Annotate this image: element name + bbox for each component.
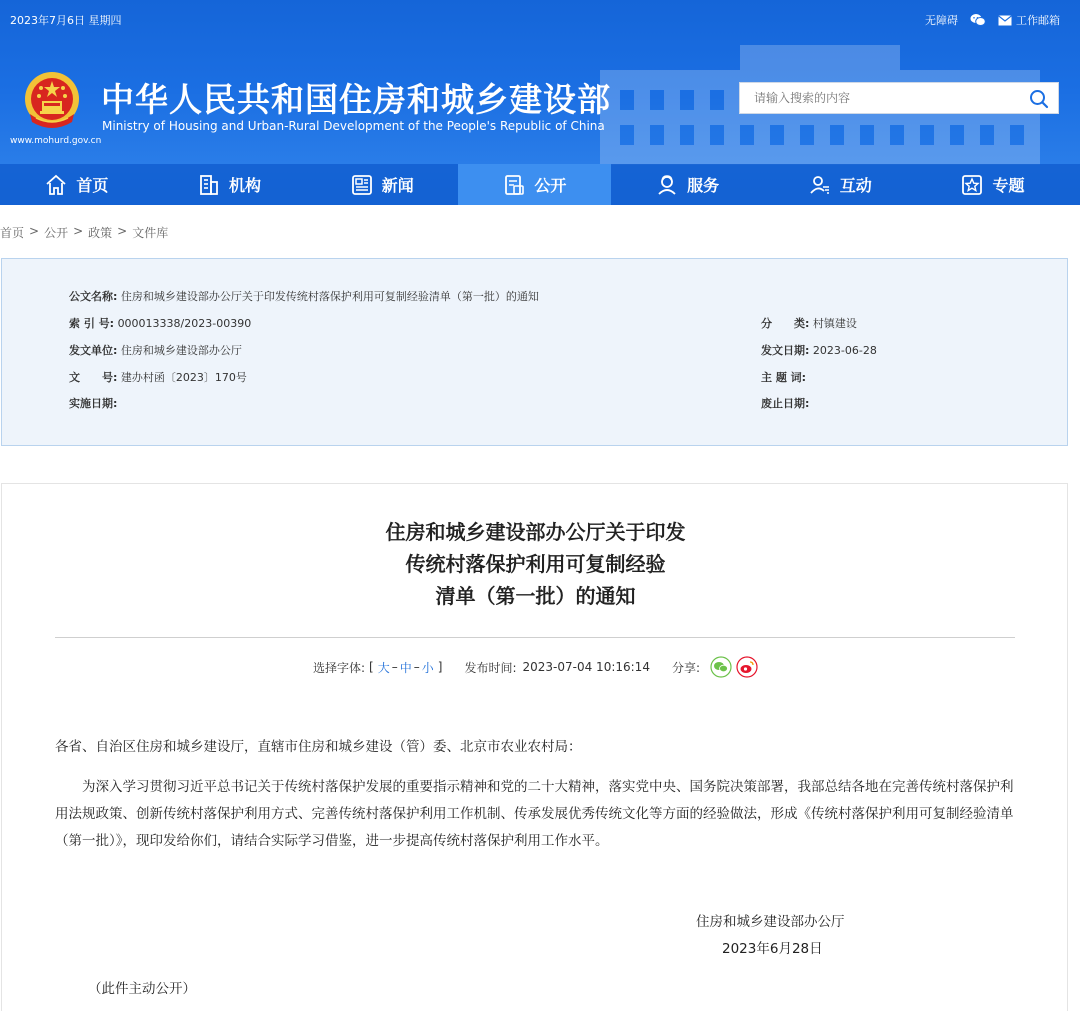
meta-docno: [69, 369, 247, 385]
share-label: 分享:: [671, 660, 700, 675]
meta-docno-value: 建办村函〔2023〕170号: [120, 371, 247, 384]
meta-doc-name: [69, 288, 539, 304]
meta-expiry: [761, 395, 809, 411]
search-icon[interactable]: [1028, 88, 1050, 110]
mail-icon: [998, 15, 1012, 26]
meta-keywords: [761, 369, 806, 385]
meta-issuer-value: 住房和城乡建设部办公厅: [120, 344, 242, 357]
nav-item-label: 服务: [687, 176, 720, 195]
document-metadata-panel: [1, 258, 1068, 446]
nav-item-label: 机构: [229, 176, 262, 195]
meta-doc-name-label: 公文名称:: [69, 290, 118, 303]
article-body-paragraph: 为深入学习贯彻习近平总书记关于传统村落保护发展的重要指示精神和党的二十大精神，落实党中央、国务院决策部署，我部总结各地在完善传统村落保护利用法规政策、创新传统村落保护利用方式、完善传统村落保护利用工作机制、传承发展优秀传统文化等方面的经验做法，形成《传统村落保护利用可复制经验清单（第一批）》，现印发给你们，请结合实际学习借鉴，进一步提高传统村落保护利用工作水平。: [55, 779, 1014, 849]
article-title-line-1: 住房和城乡建设部办公厅关于印发: [385, 520, 686, 544]
article: [1, 483, 1068, 1011]
document-icon: [502, 173, 526, 197]
site-title[interactable]: 中华人民共和国住房和城乡建设部: [101, 80, 611, 119]
site-header: [0, 0, 1080, 205]
building-icon: [197, 173, 221, 197]
meta-category-label: 分 类:: [761, 317, 810, 330]
nav-item-label: 专题: [992, 176, 1025, 195]
breadcrumb: 首页 > 公开 > 政策 > 文件库: [0, 224, 169, 240]
meta-index: [69, 315, 251, 331]
nav-item-label: 公开: [534, 176, 567, 195]
article-title-line-2: 传统村落保护利用可复制经验: [405, 552, 666, 576]
accessibility-label: 无障碍: [925, 14, 958, 27]
search-box: [739, 82, 1059, 114]
wechat-link[interactable]: [970, 13, 986, 27]
font-size-large[interactable]: 大: [377, 660, 390, 675]
meta-issuer: [69, 342, 242, 358]
meta-issue-date-value: 2023-06-28: [812, 344, 877, 357]
main-nav: [0, 164, 1080, 205]
meta-issuer-label: 发文单位:: [69, 344, 118, 357]
work-mail-label: 工作邮箱: [1016, 14, 1060, 27]
publish-time-value: 2023-07-04 10:16:14: [522, 660, 650, 674]
nav-item-label: 新闻: [381, 176, 414, 195]
publish-time-label: 发布时间:: [464, 660, 517, 675]
site-url: www.mohurd.gov.cn: [10, 136, 102, 146]
nav-item-label: 首页: [76, 176, 109, 195]
star-icon: [960, 173, 984, 197]
nav-item-organization[interactable]: [153, 164, 306, 205]
work-mail-link[interactable]: [998, 12, 1060, 28]
meta-effective-label: 实施日期:: [69, 397, 118, 410]
public-disclosure-note: （此件主动公开）: [88, 981, 196, 997]
meta-index-label: 索 引 号:: [69, 317, 115, 330]
nav-item-public[interactable]: [458, 164, 611, 205]
national-emblem-logo[interactable]: [22, 70, 82, 132]
share-wechat-icon[interactable]: [710, 656, 732, 678]
nav-item-service[interactable]: [611, 164, 764, 205]
article-title-line-3: 清单（第一批）的通知: [435, 584, 636, 608]
article-info-bar: 选择字体: [ 大 – 中 – 小 ] 发布时间: 2023-07-04 10:16:14 分享:: [2, 656, 1069, 678]
meta-issue-date: [761, 342, 877, 358]
breadcrumb-public[interactable]: 公开: [44, 226, 69, 240]
signature-organization: 住房和城乡建设部办公厅: [696, 914, 845, 930]
meta-effective: [69, 395, 117, 411]
current-date: 2023年7月6日 星期四: [10, 14, 122, 27]
signature-date: 2023年6月28日: [722, 941, 823, 957]
breadcrumb-file-library[interactable]: 文件库: [132, 226, 169, 240]
meta-category: [761, 315, 857, 331]
news-icon: [350, 173, 374, 197]
wechat-icon: [970, 13, 986, 27]
meta-expiry-label: 废止日期:: [761, 397, 810, 410]
service-icon: [655, 173, 679, 197]
meta-issue-date-label: 发文日期:: [761, 344, 810, 357]
article-salutation: 各省、自治区住房和城乡建设厅，直辖市住房和城乡建设（管）委、北京市农业农村局：: [55, 739, 582, 755]
home-icon: [44, 173, 68, 197]
font-size-medium[interactable]: 中: [399, 660, 412, 675]
topbar-links: [925, 12, 1060, 28]
nav-item-label: 互动: [839, 176, 872, 195]
meta-keywords-label: 主 题 词:: [761, 371, 807, 384]
title-divider: [55, 637, 1015, 638]
font-size-label: 选择字体:: [312, 660, 366, 675]
nav-item-news[interactable]: [305, 164, 458, 205]
breadcrumb-policy[interactable]: 政策: [88, 226, 113, 240]
breadcrumb-home[interactable]: 首页: [0, 226, 25, 240]
nav-item-topics[interactable]: [916, 164, 1069, 205]
meta-index-value: 000013338/2023-00390: [117, 317, 252, 330]
site-title-english: Ministry of Housing and Urban-Rural Development of the People's Republic of China: [102, 119, 605, 133]
user-interact-icon: [808, 173, 832, 197]
meta-doc-name-value: 住房和城乡建设部办公厅关于印发传统村落保护利用可复制经验清单（第一批）的通知: [120, 290, 539, 303]
meta-category-value: 村镇建设: [812, 317, 857, 330]
nav-item-interaction[interactable]: [763, 164, 916, 205]
accessibility-link[interactable]: [925, 12, 958, 28]
search-input[interactable]: [740, 83, 1020, 113]
nav-item-home[interactable]: [0, 164, 153, 205]
font-size-small[interactable]: 小: [421, 660, 434, 675]
share-weibo-icon[interactable]: [736, 656, 758, 678]
meta-docno-label: 文 号:: [69, 371, 118, 384]
